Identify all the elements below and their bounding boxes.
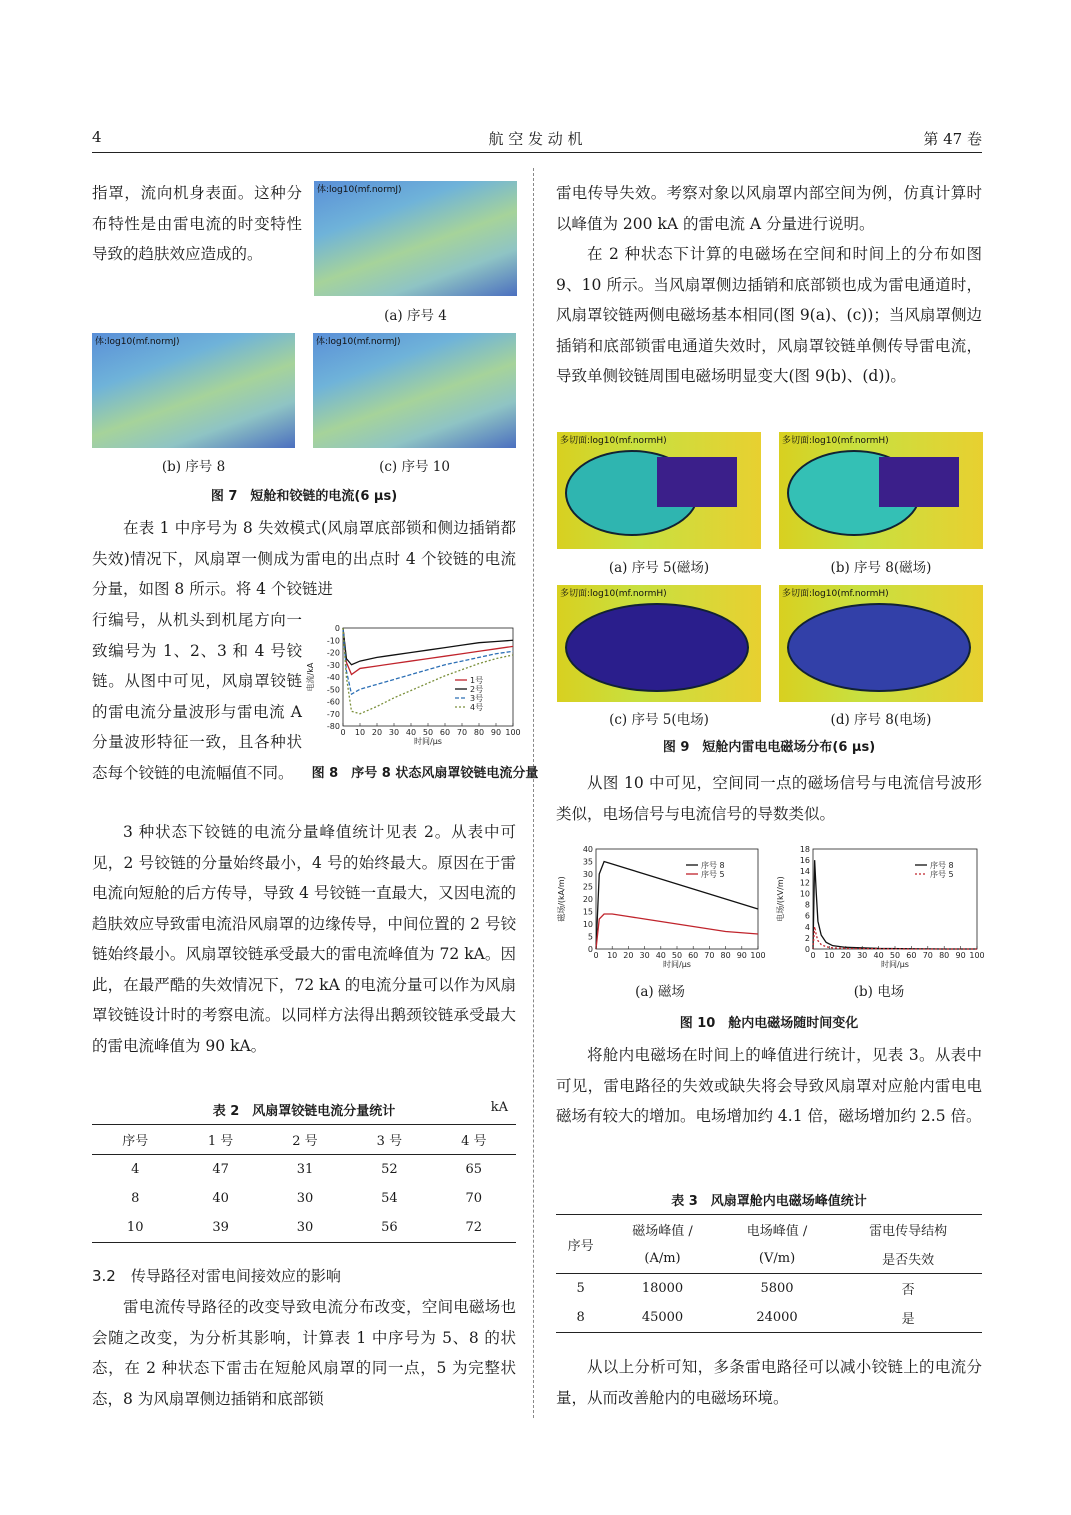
header-rule	[92, 152, 982, 153]
y-tick-label: 0	[334, 624, 340, 633]
fig7c-subcaption: (c) 序号 10	[379, 459, 450, 475]
y-tick-label: 14	[799, 867, 810, 877]
table3-header: 雷电传导结构	[869, 1224, 948, 1239]
volume-label: 第 47 卷	[923, 130, 982, 148]
fig9c-image: 多切面:log10(mf.normH)	[557, 585, 761, 702]
x-tick-label: 100	[969, 951, 985, 960]
x-tick-label: 30	[857, 951, 868, 960]
fig9a-image: 多切面:log10(mf.normH)	[557, 432, 761, 549]
x-tick-label: 80	[939, 951, 950, 960]
table2-header: 2 号	[292, 1134, 318, 1149]
fig10a-subcaption: (a) 磁场	[635, 984, 685, 1000]
table3-header-row	[556, 1244, 982, 1274]
table3-header-row	[556, 1215, 982, 1245]
table3	[556, 1190, 982, 1333]
fig9a-subcaption: (a) 序号 5(磁场)	[608, 560, 710, 576]
table-cell: 否	[901, 1283, 915, 1298]
legend-label: 序号 5	[930, 870, 954, 879]
x-tick-label: 30	[388, 728, 400, 737]
x-tick-label: 40	[873, 951, 884, 960]
left-para-2: 在表 1 中序号为 8 失效模式(风扇罩底部锁和侧边插销都失效)情况下，风扇罩一侧成为雷电的出点时 4 个铰链的电流分量，如图 8 所示。将 4 个铰链进	[92, 519, 516, 598]
table2-header: 4 号	[461, 1134, 487, 1149]
y-tick-label: 2	[804, 933, 810, 943]
right-para-5: 从以上分析可知，多条雷电路径可以减小铰链上的电流分量，从而改善舱内的电磁场环境。	[556, 1358, 982, 1407]
legend-label: 序号 8	[701, 861, 725, 870]
column-divider	[533, 168, 534, 1418]
x-tick-label: 90	[490, 728, 502, 737]
left-para-3: 行编号，从机头到机尾方向一致编号为 1、2、3 和 4 号铰链。从图中可见，风扇罩铰链的雷电流分量波形与雷电流 A 分量波形特征一致，且各种状态每个铰链的电流幅值不同。	[92, 611, 302, 782]
table-cell: 30	[296, 1191, 314, 1206]
table-row	[556, 1303, 982, 1333]
table3-header: (A/m)	[644, 1251, 681, 1266]
x-tick-label: 100	[750, 951, 766, 960]
y-tick-label: 5	[587, 932, 593, 942]
x-tick-label: 80	[473, 728, 485, 737]
y-tick-label: 6	[804, 911, 810, 921]
x-tick-label: 70	[704, 951, 715, 960]
series-line	[343, 628, 513, 694]
x-tick-label: 70	[456, 728, 468, 737]
legend-label: 3号	[470, 694, 484, 703]
series-line	[596, 914, 758, 949]
fig10b-chart	[775, 843, 983, 973]
legend-label: 1号	[470, 676, 484, 685]
x-tick-label: 20	[623, 951, 634, 960]
table3-header: 序号	[556, 1215, 605, 1274]
right-para-3: 从图 10 中可见，空间同一点的磁场信号与电流信号波形类似，电场信号与电流信号的导数类似。	[556, 774, 982, 823]
y-tick-label: 10	[582, 920, 593, 929]
x-axis-label: 时间/μs	[881, 960, 909, 969]
x-tick-label: 40	[655, 951, 666, 960]
table-cell: 8	[131, 1191, 140, 1206]
table3-header: 磁场峰值 /	[632, 1224, 693, 1239]
y-tick-label: 30	[582, 870, 593, 879]
y-tick-label: 15	[582, 907, 593, 917]
y-axis-label: 电流/kA	[306, 662, 315, 692]
y-tick-label: 0	[587, 945, 593, 954]
x-tick-label: 40	[405, 728, 417, 737]
table-cell: 52	[381, 1162, 398, 1177]
table-row	[556, 1274, 982, 1304]
fig10-caption: 图 10 舱内电磁场随时间变化	[679, 1016, 859, 1031]
page-number: 4	[92, 128, 102, 146]
left-para-5: 雷电流传导路径的改变导致电流分布改变，空间电磁场也会随之改变，为分析其影响，计算表 1 中序号为 5、8 的状态，在 2 种状态下雷击在短舱风扇罩的同一点，5 为完整状态，8 为风扇罩侧边插销和底部锁	[92, 1298, 516, 1408]
y-tick-label: -60	[326, 697, 340, 707]
fig9-caption: 图 9 短舱内雷电电磁场分布(6 μs)	[662, 740, 876, 755]
x-tick-label: 0	[593, 951, 599, 960]
table-cell: 40	[212, 1191, 229, 1206]
table-cell: 5	[576, 1281, 585, 1296]
x-tick-label: 0	[340, 728, 346, 737]
x-tick-label: 10	[824, 951, 835, 960]
table-cell: 47	[212, 1162, 229, 1177]
x-tick-label: 60	[439, 728, 451, 737]
table-cell: 10	[126, 1220, 144, 1235]
x-tick-label: 10	[607, 951, 618, 960]
table2-header: 3 号	[376, 1134, 403, 1149]
table-cell: 24000	[756, 1310, 798, 1325]
table-cell: 4	[131, 1162, 140, 1177]
table2-unit: kA	[490, 1100, 508, 1115]
fig8-caption: 图 8 序号 8 状态风扇罩铰链电流分量	[311, 766, 539, 781]
y-tick-label: -70	[326, 709, 340, 719]
x-tick-label: 20	[840, 951, 851, 960]
x-tick-label: 90	[736, 951, 747, 960]
table-row	[92, 1213, 516, 1243]
y-tick-label: 16	[799, 856, 810, 866]
legend-label: 4号	[470, 703, 484, 712]
y-tick-label: -40	[326, 673, 340, 682]
table2	[92, 1100, 516, 1243]
x-tick-label: 100	[505, 728, 521, 737]
fig10b-subcaption: (b) 电场	[853, 984, 905, 1000]
y-tick-label: -80	[326, 722, 340, 731]
y-tick-label: -30	[326, 660, 340, 670]
y-tick-label: 0	[804, 945, 810, 954]
table-row	[92, 1155, 516, 1185]
y-tick-label: -50	[326, 685, 340, 695]
legend-label: 序号 5	[701, 870, 725, 879]
left-para-1: 指罩，流向机身表面。这种分布特性是由雷电流的时变特性导致的趋肤效应造成的。	[92, 184, 302, 263]
series-line	[343, 628, 513, 675]
table-cell: 8	[576, 1310, 585, 1325]
table-cell: 65	[465, 1162, 483, 1177]
y-tick-label: 10	[799, 889, 810, 899]
left-para-4: 3 种状态下铰链的电流分量峰值统计见表 2。从表中可见，2 号铰链的分量始终最小，4 号的始终最大。原因在于雷电流向短舱的后方传导，导致 4 号铰链一直最大，又因电流的趋肤效应导致雷电流沿风扇罩的边缘传导，中间位置的 2 号铰链始终最小。风扇罩铰链承受最大的雷电流峰值为 72 kA。因此，在最严酷的失效情况下，72 kA 的电流分量可以作为风扇罩铰链设计时的考察电流。以同样方法得出鹅颈铰链承受最大的雷电流峰值为 90 kA。	[92, 823, 516, 1055]
section-heading: 3.2 传导路径对雷电间接效应的影响	[92, 1267, 341, 1285]
fig9d-image: 多切面:log10(mf.normH)	[779, 585, 983, 702]
series-line	[596, 862, 758, 950]
x-tick-label: 50	[671, 951, 683, 960]
fig9d-subcaption: (d) 序号 8(电场)	[830, 712, 932, 728]
x-tick-label: 60	[688, 951, 699, 960]
y-tick-label: 25	[582, 882, 593, 892]
table2-header: 序号	[122, 1134, 149, 1149]
fig9b-subcaption: (b) 序号 8(磁场)	[830, 560, 932, 576]
y-tick-label: 18	[799, 845, 810, 854]
y-tick-label: 8	[804, 900, 810, 910]
fig7b-image: 体:log10(mf.normJ)	[92, 333, 295, 448]
fig7b-subcaption: (b) 序号 8	[161, 459, 226, 475]
x-tick-label: 70	[922, 951, 933, 960]
table-cell: 是	[901, 1312, 915, 1327]
x-tick-label: 10	[354, 728, 366, 737]
fig9c-subcaption: (c) 序号 5(电场)	[609, 712, 709, 728]
table-cell: 72	[465, 1220, 483, 1235]
y-tick-label: 20	[582, 895, 593, 904]
table3-title: 表 3 风扇罩舱内电磁场峰值统计	[671, 1194, 867, 1209]
table3-header: 电场峰值 /	[746, 1224, 808, 1239]
table-row	[92, 1184, 516, 1213]
right-para-2: 在 2 种状态下计算的电磁场在空间和时间上的分布如图 9、10 所示。当风扇罩侧边插销和底部锁也成为雷电通道时，风扇罩铰链两侧电磁场基本相同(图 9(a)、(c))；当风扇罩侧边插销和底部锁雷电通道失效时，风扇罩铰链单侧传导雷电流，导致单侧铰链周围电磁场明显变大(图 9(b)、(d))。	[556, 245, 982, 385]
x-axis-label: 时间/μs	[663, 960, 691, 969]
x-tick-label: 50	[422, 728, 434, 737]
right-para-1: 雷电传导失效。考察对象以风扇罩内部空间为例，仿真计算时以峰值为 200 kA 的雷电流 A 分量进行说明。	[556, 184, 982, 233]
y-tick-label: 4	[804, 922, 810, 932]
x-tick-label: 50	[889, 951, 901, 960]
fig7a-image: 体:log10(mf.normJ)	[314, 181, 517, 296]
plot-frame	[596, 849, 758, 949]
y-tick-label: -20	[326, 648, 340, 658]
table2-header: 1 号	[207, 1134, 234, 1149]
fig9b-image: 多切面:log10(mf.normH)	[779, 432, 983, 549]
x-tick-label: 0	[810, 951, 816, 960]
table-cell: 54	[381, 1191, 398, 1206]
y-axis-label: 磁场/(kA/m)	[557, 876, 566, 922]
x-tick-label: 80	[720, 951, 731, 960]
x-tick-label: 30	[639, 951, 650, 960]
x-tick-label: 20	[371, 728, 383, 737]
y-tick-label: 35	[582, 857, 593, 867]
y-tick-label: 12	[799, 878, 810, 888]
table3-header: (V/m)	[758, 1251, 796, 1266]
table-cell: 5800	[760, 1281, 794, 1296]
right-para-4: 将舱内电磁场在时间上的峰值进行统计，见表 3。从表中可见，雷电路径的失效或缺失将会导致风扇罩对应舱内雷电电磁场有较大的增加。电场增加约 4.1 倍，磁场增加约 2.5 倍。	[556, 1046, 982, 1125]
fig8-chart	[305, 620, 520, 748]
table2-header-row	[92, 1125, 516, 1155]
table-cell: 45000	[641, 1310, 684, 1325]
table-cell: 18000	[641, 1281, 684, 1296]
y-axis-label: 电场/(kV/m)	[776, 876, 785, 922]
legend-label: 序号 8	[930, 861, 954, 870]
fig7a-subcaption: (a) 序号 4	[384, 308, 447, 324]
table-cell: 39	[212, 1220, 229, 1235]
table-cell: 31	[296, 1162, 314, 1177]
y-tick-label: -10	[326, 636, 340, 646]
table-cell: 70	[465, 1191, 483, 1206]
legend-label: 2号	[470, 685, 484, 694]
journal-title: 航 空 发 动 机	[488, 130, 583, 148]
fig7c-image: 体:log10(mf.normJ)	[313, 333, 516, 448]
fig7-caption: 图 7 短舱和铰链的电流(6 μs)	[210, 489, 398, 504]
x-tick-label: 60	[906, 951, 917, 960]
table2-title: 表 2 风扇罩铰链电流分量统计	[212, 1104, 396, 1119]
fig10a-chart	[556, 843, 764, 973]
table3-header: 是否失效	[882, 1253, 935, 1268]
table-cell: 30	[296, 1220, 314, 1235]
x-axis-label: 时间/μs	[414, 737, 442, 746]
x-tick-label: 90	[955, 951, 966, 960]
table-cell: 56	[381, 1220, 398, 1235]
series-line	[343, 628, 513, 714]
y-tick-label: 40	[582, 845, 593, 854]
